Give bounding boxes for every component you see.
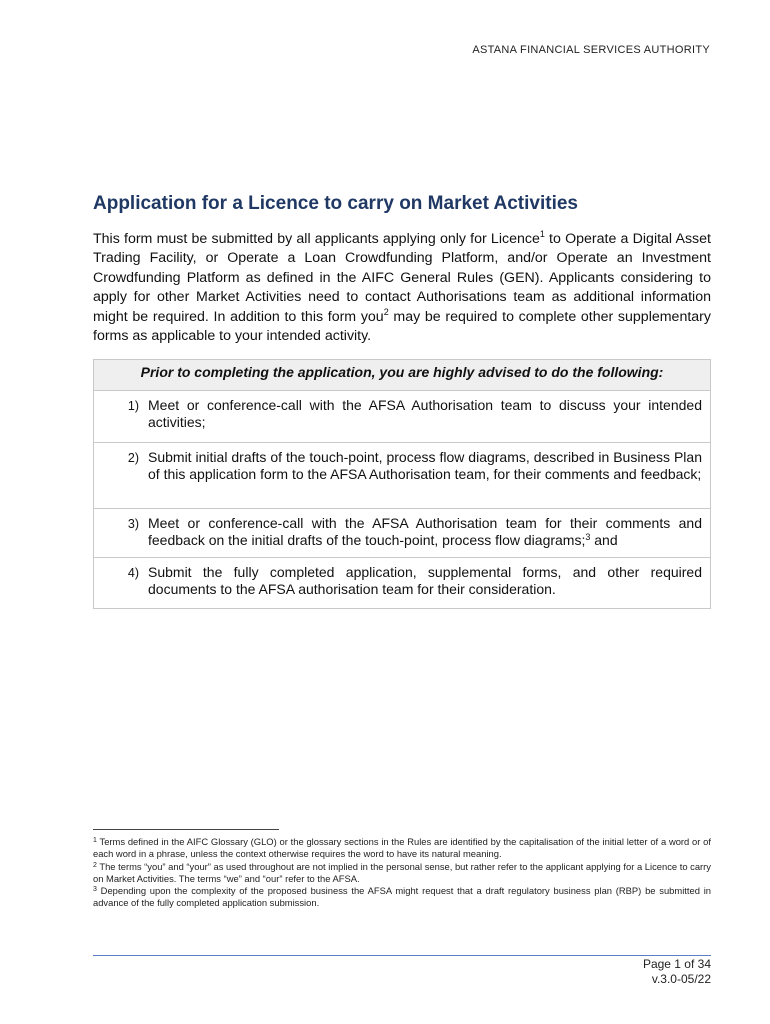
advice-item-number: 3) <box>127 517 139 531</box>
advice-item <box>94 391 710 443</box>
footnote <box>93 861 711 886</box>
advice-item-text <box>148 515 702 551</box>
advice-item <box>94 509 710 558</box>
footnote-separator <box>93 829 279 830</box>
version-label: v.3.0-05/22 <box>651 972 711 986</box>
advice-item-text <box>148 449 702 502</box>
footer-rule <box>93 955 711 956</box>
advice-item-text <box>148 564 702 602</box>
page-title: Application for a Licence to carry on Market Activities <box>93 193 578 214</box>
footnotes <box>93 836 711 910</box>
footnote-number: 3 <box>93 886 97 894</box>
footnote-ref-2[interactable]: 2 <box>383 306 389 317</box>
advice-heading: Prior to completing the application, you are highly advised to do the following: <box>94 360 710 391</box>
advice-table <box>93 359 711 609</box>
footnote-number: 2 <box>93 861 97 869</box>
footnote-text: The terms “you” and “your” as used throughout are not implied in the personal sense, but rather refer to the applicant applying for a Licence to carry on Market Activities. The terms “we” and “our” refer to the AFSA. <box>93 860 711 884</box>
footnote-text: Terms defined in the AIFC Glossary (GLO) or the glossary sections in the Rules are identified by the capitalisation of the initial letter of a word or of each word in a phrase, unless the context otherwise requires the word to have its natural meaning. <box>93 836 711 860</box>
intro-text-2: to Operate a Digital Asset Trading Facility, or Operate a Loan Crowdfunding Platform, and/or Operate an Investment Crowdfunding Platform as defined in the AIFC General Rules (GEN). Applicants considering to apply for other Market Activities need to contact Authorisations team as additional information might be required. In addition to this form you <box>93 231 711 325</box>
advice-item-body: Submit the fully completed application, supplemental forms, and other required documents to the AFSA authorisation team for their consideration. <box>148 564 702 597</box>
footnote <box>93 836 711 861</box>
page-number: Page 1 of 34 <box>642 957 711 971</box>
advice-item-body: Meet or conference-call with the AFSA Authorisation team to discuss your intended activities; <box>148 397 702 430</box>
advice-item <box>94 443 710 509</box>
advice-item <box>94 558 710 608</box>
footnote <box>93 885 711 910</box>
page-footer <box>643 957 711 987</box>
advice-item-number: 1) <box>127 399 139 413</box>
footnote-ref-1[interactable]: 1 <box>539 229 545 239</box>
advice-item-number: 4) <box>127 566 139 580</box>
advice-item-body: Submit initial drafts of the touch-point, process flow diagrams, described in Business Plan of this application form to the AFSA Authorisation team, for their comments and feedback; <box>148 449 702 482</box>
page-header: ASTANA FINANCIAL SERVICES AUTHORITY <box>472 44 710 56</box>
footnote-text: Depending upon the complexity of the proposed business the AFSA might request that a draft regulatory business plan (RBP) be submitted in advance of the fully completed application submission. <box>93 885 711 909</box>
advice-item-number: 2) <box>127 451 139 465</box>
advice-item-body: Meet or conference-call with the AFSA Authorisation team for their comments and feedback on the initial drafts of the touch-point, process flow diagrams; <box>148 515 702 548</box>
intro-text-1: This form must be submitted by all applicants applying only for Licence <box>93 231 540 247</box>
intro-text-3: may be required to complete other supplementary forms as applicable to your intended activity. <box>93 308 711 345</box>
advice-item-text <box>148 397 702 436</box>
footnote-ref-3[interactable]: 3 <box>585 532 591 542</box>
advice-item-tail: and <box>590 532 618 548</box>
footnote-number: 1 <box>93 837 97 844</box>
intro-paragraph <box>93 230 711 346</box>
